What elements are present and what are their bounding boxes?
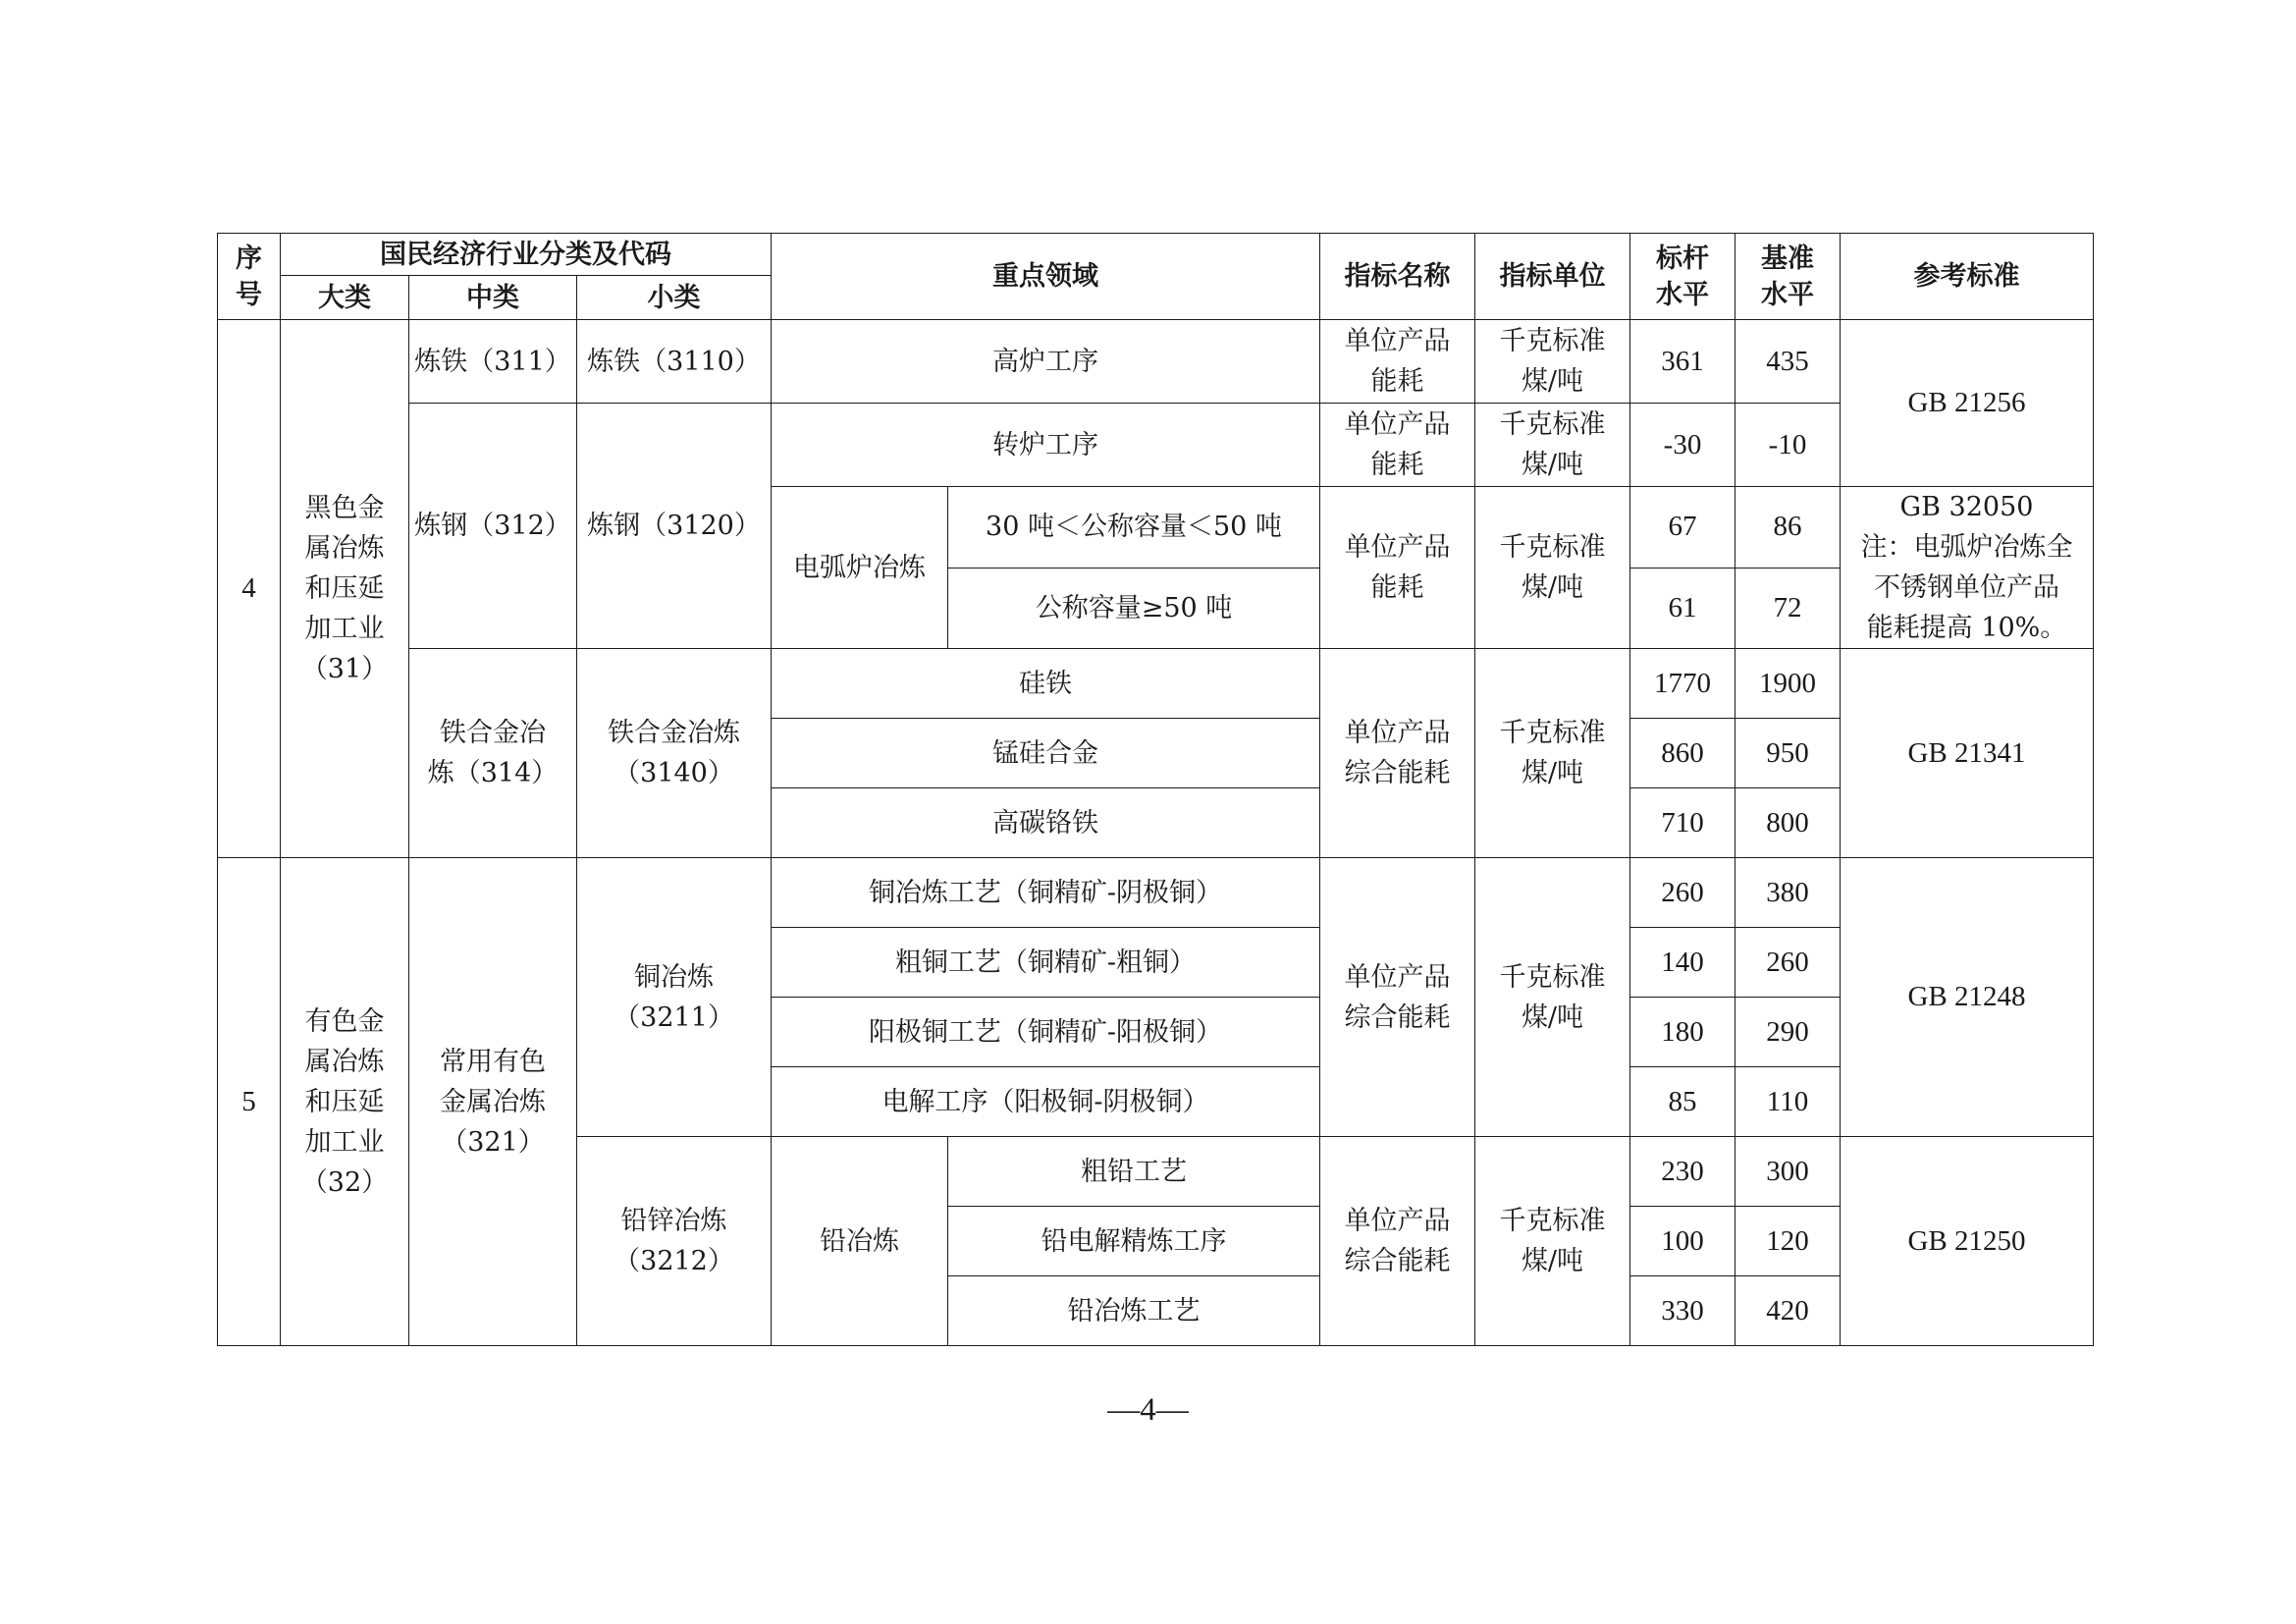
key-field-cell: 转炉工序 [772, 404, 1320, 487]
middle-class-cell: 常用有色 金属冶炼 （321） [409, 858, 577, 1346]
benchmark-cell: 330 [1630, 1276, 1735, 1346]
key-field-cell: 铜冶炼工艺（铜精矿-阴极铜） [772, 858, 1320, 928]
header-reference-standard: 参考标准 [1841, 234, 2094, 320]
unit-cell: 千克标准 煤/吨 [1475, 487, 1630, 649]
middle-class-cell: 铁合金冶 炼（314） [409, 649, 577, 858]
key-field-cell: 粗铜工艺（铜精矿-粗铜） [772, 928, 1320, 998]
baseline-cell: 86 [1735, 487, 1841, 568]
benchmark-cell: 710 [1630, 788, 1735, 858]
minor-class-cell: 炼铁（3110） [577, 320, 772, 404]
indicator-cell: 单位产品 能耗 [1320, 320, 1475, 404]
benchmark-cell: 140 [1630, 928, 1735, 998]
standard-cell: GB 21256 [1841, 320, 2094, 487]
indicator-cell: 单位产品 综合能耗 [1320, 649, 1475, 858]
baseline-cell: 950 [1735, 719, 1841, 788]
key-field-cell: 硅铁 [772, 649, 1320, 719]
benchmark-cell: 61 [1630, 568, 1735, 649]
key-field-cell: 30 吨＜公称容量＜50 吨 [948, 487, 1320, 568]
standard-cell: GB 21248 [1841, 858, 2094, 1137]
baseline-cell: 110 [1735, 1067, 1841, 1137]
standard-cell: GB 21250 [1841, 1137, 2094, 1346]
baseline-cell: 300 [1735, 1137, 1841, 1207]
header-key-field: 重点领域 [772, 234, 1320, 320]
sub-field-cell: 电弧炉冶炼 [772, 487, 948, 649]
sub-field-cell: 铅冶炼 [772, 1137, 948, 1346]
indicator-cell: 单位产品 能耗 [1320, 487, 1475, 649]
unit-cell: 千克标准 煤/吨 [1475, 320, 1630, 404]
indicator-cell: 单位产品 综合能耗 [1320, 1137, 1475, 1346]
indicator-cell: 单位产品 能耗 [1320, 404, 1475, 487]
key-field-cell: 阳极铜工艺（铜精矿-阳极铜） [772, 998, 1320, 1067]
unit-cell: 千克标准 煤/吨 [1475, 649, 1630, 858]
header-baseline-level: 基准 水平 [1735, 234, 1841, 320]
middle-class-cell: 炼铁（311） [409, 320, 577, 404]
major-class-cell: 有色金 属冶炼 和压延 加工业 （32） [281, 858, 409, 1346]
benchmark-cell: 260 [1630, 858, 1735, 928]
unit-cell: 千克标准 煤/吨 [1475, 1137, 1630, 1346]
seq-cell: 5 [218, 858, 281, 1346]
header-seq: 序 号 [218, 234, 281, 320]
benchmark-cell: 1770 [1630, 649, 1735, 719]
baseline-cell: 800 [1735, 788, 1841, 858]
baseline-cell: 120 [1735, 1207, 1841, 1276]
minor-class-cell: 铅锌冶炼 （3212） [577, 1137, 772, 1346]
benchmark-cell: -30 [1630, 404, 1735, 487]
middle-class-cell: 炼钢（312） [409, 404, 577, 649]
header-indicator-unit: 指标单位 [1475, 234, 1630, 320]
key-field-cell: 公称容量≥50 吨 [948, 568, 1320, 649]
benchmark-cell: 230 [1630, 1137, 1735, 1207]
key-field-cell: 高碳铬铁 [772, 788, 1320, 858]
benchmark-cell: 361 [1630, 320, 1735, 404]
benchmark-cell: 67 [1630, 487, 1735, 568]
baseline-cell: 435 [1735, 320, 1841, 404]
indicator-cell: 单位产品 综合能耗 [1320, 858, 1475, 1137]
baseline-cell: 72 [1735, 568, 1841, 649]
standard-note-cell: GB 32050 注：电弧炉冶炼全 不锈钢单位产品 能耗提高 10%。 [1841, 487, 2094, 649]
baseline-cell: 260 [1735, 928, 1841, 998]
header-middle-class: 中类 [409, 276, 577, 320]
minor-class-cell: 炼钢（3120） [577, 404, 772, 649]
seq-cell: 4 [218, 320, 281, 858]
key-field-cell: 粗铅工艺 [948, 1137, 1320, 1207]
baseline-cell: 290 [1735, 998, 1841, 1067]
key-field-cell: 高炉工序 [772, 320, 1320, 404]
energy-benchmark-table [217, 233, 2094, 1346]
minor-class-cell: 铜冶炼 （3211） [577, 858, 772, 1137]
unit-cell: 千克标准 煤/吨 [1475, 404, 1630, 487]
baseline-cell: 1900 [1735, 649, 1841, 719]
header-minor-class: 小类 [577, 276, 772, 320]
baseline-cell: 420 [1735, 1276, 1841, 1346]
key-field-cell: 锰硅合金 [772, 719, 1320, 788]
benchmark-cell: 180 [1630, 998, 1735, 1067]
baseline-cell: -10 [1735, 404, 1841, 487]
page-number: —4— [1107, 1392, 1189, 1428]
header-indicator-name: 指标名称 [1320, 234, 1475, 320]
baseline-cell: 380 [1735, 858, 1841, 928]
header-industry-classification: 国民经济行业分类及代码 [281, 234, 772, 276]
major-class-cell: 黑色金 属冶炼 和压延 加工业 （31） [281, 320, 409, 858]
benchmark-cell: 85 [1630, 1067, 1735, 1137]
key-field-cell: 铅冶炼工艺 [948, 1276, 1320, 1346]
key-field-cell: 铅电解精炼工序 [948, 1207, 1320, 1276]
unit-cell: 千克标准 煤/吨 [1475, 858, 1630, 1137]
header-benchmark-level: 标杆 水平 [1630, 234, 1735, 320]
benchmark-cell: 100 [1630, 1207, 1735, 1276]
minor-class-cell: 铁合金冶炼 （3140） [577, 649, 772, 858]
benchmark-cell: 860 [1630, 719, 1735, 788]
standard-cell: GB 21341 [1841, 649, 2094, 858]
header-major-class: 大类 [281, 276, 409, 320]
key-field-cell: 电解工序（阳极铜-阴极铜） [772, 1067, 1320, 1137]
